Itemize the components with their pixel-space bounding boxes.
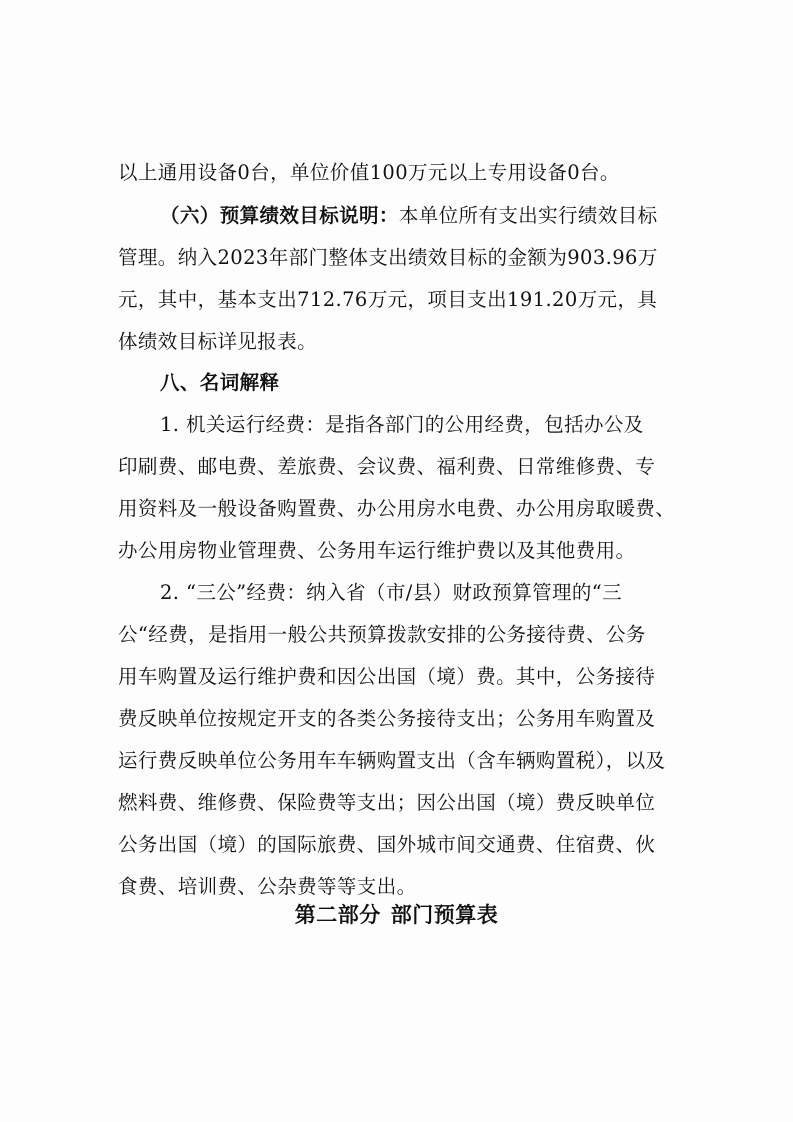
term-1-line-4: 办公用房物业管理费、公务用车运行维护费以及其他费用。 — [118, 539, 636, 562]
performance-paragraph-line-1 — [160, 203, 678, 229]
performance-paragraph-line-3: 元，其中，基本支出712.76万元，项目支出191.20万元，具 — [118, 288, 658, 311]
term-1-line-2: 印刷费、邮电费、差旅费、会议费、福利费、日常维修费、专 — [118, 455, 656, 478]
section-8-heading: 八、名词解释 — [160, 371, 280, 394]
part-two-label: 第二部分 — [294, 903, 381, 927]
performance-heading-label: （六）预算绩效目标说明： — [160, 204, 399, 227]
term-1-line-1: 1. 机关运行经费：是指各部门的公用经费，包括办公及 — [160, 413, 644, 436]
part-two-title — [0, 900, 793, 930]
term-2-line-1: 2. “三公”经费：纳入省（市/县）财政预算管理的“三 — [160, 581, 623, 604]
term-2-line-7: 公务出国（境）的国际旅费、国外城市间交通费、住宿费、伙 — [118, 833, 656, 856]
performance-text-start: 本单位所有支出实行绩效目标 — [398, 204, 658, 227]
term-2-line-2: 公“经费，是指用一般公共预算拨款安排的公务接待费、公务 — [118, 623, 646, 646]
performance-paragraph-line-2: 管理。纳入2023年部门整体支出绩效目标的金额为903.96万 — [118, 246, 658, 269]
term-2-line-8: 食费、培训费、公杂费等等支出。 — [118, 875, 417, 898]
term-2-line-5: 运行费反映单位公务用车车辆购置支出（含车辆购置税），以及 — [118, 749, 666, 772]
part-two-name: 部门预算表 — [390, 903, 499, 927]
term-1-line-3: 用资料及一般设备购置费、办公用房水电费、办公用房取暖费、 — [118, 497, 676, 520]
term-2-line-4: 费反映单位按规定开支的各类公务接待支出；公务用车购置及 — [118, 707, 656, 730]
performance-paragraph-line-4: 体绩效目标详见报表。 — [118, 330, 318, 353]
term-2-line-3: 用车购置及运行维护费和因公出国（境）费。其中，公务接待 — [118, 665, 656, 688]
equipment-paragraph-tail: 以上通用设备0台，单位价值100万元以上专用设备0台。 — [118, 161, 620, 184]
term-2-line-6: 燃料费、维修费、保险费等支出；因公出国（境）费反映单位 — [118, 791, 656, 814]
